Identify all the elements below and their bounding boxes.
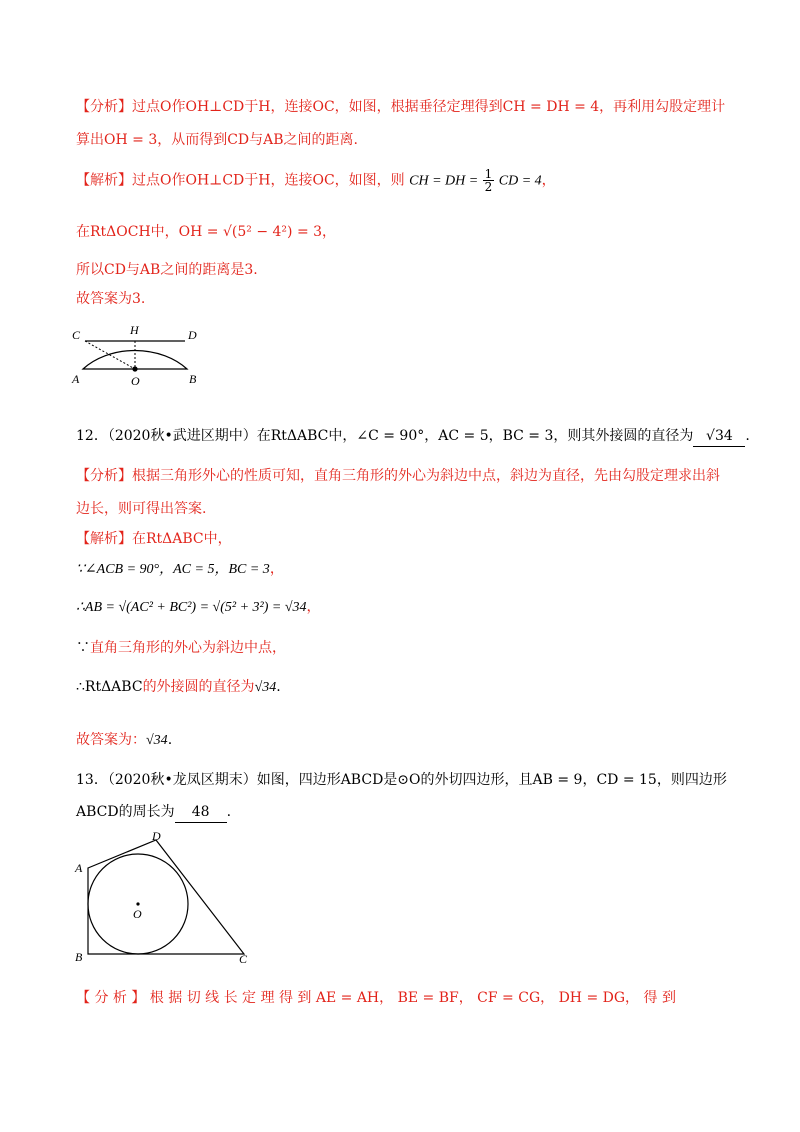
q12-solution-line4 xyxy=(76,638,286,658)
segment-oc xyxy=(85,341,135,369)
label-b: B xyxy=(189,372,197,386)
label-b: B xyxy=(75,950,83,964)
q12-solution-comma2: ， xyxy=(269,561,284,577)
q11-solution-text2: 在RtΔOCH中，OH = √(5² − 4²) = 3， xyxy=(76,224,337,240)
label-d: D xyxy=(152,829,161,843)
quadrilateral-abcd xyxy=(88,840,244,954)
q13-stem-line2 xyxy=(76,802,231,823)
q11-analysis-line2 xyxy=(76,130,358,150)
q13-quadrilateral-figure xyxy=(70,826,260,966)
label-a: A xyxy=(75,861,83,875)
q12-solution-val5: √34 xyxy=(254,680,277,695)
label-a: A xyxy=(72,372,80,386)
q12-solution-line3 xyxy=(76,597,321,618)
q11-analysis-text1: 过点O作OH⊥CD于H，连接OC，如图，根据垂径定理得到CH = DH = 4，再利用勾股定理计 xyxy=(132,99,726,115)
q12-analysis-line2 xyxy=(76,499,206,519)
q12-solution-text5: 的外接圆的直径为 xyxy=(142,679,255,695)
q12-stem-end: . xyxy=(745,428,750,444)
analysis-tag: 【分析】 xyxy=(76,99,132,115)
q11-answer-text: 故答案为3. xyxy=(76,291,146,307)
q13-stem-text1: 13．（2020秋•龙凤区期末）如图，四边形ABCD是⊙O的外切四边形，且AB = 9，CD = 15，则四边形 xyxy=(76,772,727,788)
frac-num: 1 xyxy=(484,167,493,181)
solution-tag: 【解析】 xyxy=(76,172,132,189)
q12-solution-line5 xyxy=(76,677,281,698)
q11-answer xyxy=(76,289,145,309)
q12-solution-eq5: ∴RtΔABC xyxy=(76,679,143,695)
q13-stem-text2: ABCD的周长为 xyxy=(76,804,175,820)
q12-solution-line1 xyxy=(76,529,232,549)
q11-solution-text3: 所以CD与AB之间的距离是3. xyxy=(76,262,258,278)
because-symbol: ∵ xyxy=(76,640,90,656)
q12-answer xyxy=(76,730,172,751)
center-o xyxy=(132,366,137,371)
q12-solution-text1: 在RtΔABC中， xyxy=(132,531,232,547)
q13-answer-blank: 48 xyxy=(175,802,227,823)
q11-solution-eq-lhs: CH = DH = xyxy=(409,173,479,189)
q12-analysis-text1: 根据三角形外心的性质可知，直角三角形的外心为斜边中点，斜边为直径，先由勾股定理求出斜 xyxy=(132,468,720,484)
analysis-tag: 【分析】 xyxy=(76,468,132,484)
q12-answer-end: . xyxy=(167,732,173,748)
q12-analysis-text2: 边长，则可得出答案. xyxy=(76,501,207,517)
q11-solution-line2 xyxy=(76,222,336,242)
q11-analysis-line1 xyxy=(76,97,725,117)
label-o: O xyxy=(131,374,140,387)
q12-analysis-line1 xyxy=(76,466,720,486)
q13-stem-end: . xyxy=(226,804,232,820)
solution-tag: 【解析】 xyxy=(76,531,132,547)
label-h: H xyxy=(130,323,139,337)
q11-solution-eq-rhs: CD = 4 xyxy=(498,173,542,189)
frac-den: 2 xyxy=(484,180,493,194)
q12-solution-text4: 直角三角形的外心为斜边中点， xyxy=(90,640,286,656)
q12-answer-blank: √34 xyxy=(693,426,745,447)
label-c: C xyxy=(72,328,81,342)
q12-answer-val: √34 xyxy=(146,733,168,748)
label-d: D xyxy=(188,328,197,342)
q12-stem xyxy=(76,426,750,447)
label-c: C xyxy=(239,952,248,966)
q11-solution-line1 xyxy=(76,168,556,193)
q12-solution-eq2: ∵∠ACB = 90°，AC = 5，BC = 3 xyxy=(76,562,270,577)
q13-analysis-text: 【 分 析 】 根 据 切 线 长 定 理 得 到 AE = AH， BE = BF， CF = CG， DH = DG， 得 到 xyxy=(76,990,676,1006)
q11-solution-line3 xyxy=(76,260,258,280)
q11-analysis-text2: 算出OH = 3，从而得到CD与AB之间的距离. xyxy=(76,132,359,148)
q12-solution-end5: . xyxy=(276,679,281,695)
fraction-half xyxy=(483,168,495,193)
q12-solution-comma3: ， xyxy=(306,599,321,615)
q12-answer-text: 故答案为： xyxy=(76,732,146,748)
center-o xyxy=(136,902,139,905)
q11-solution-comma: ， xyxy=(541,172,556,189)
label-o: O xyxy=(133,907,142,921)
q12-stem-text: 12．（2020秋•武进区期中）在RtΔABC中，∠C = 90°，AC = 5，BC = 3，则其外接圆的直径为 xyxy=(76,428,694,444)
q12-solution-eq3: ∴AB = √(AC² + BC²) = √(5² + 3²) = √34 xyxy=(76,600,307,615)
q13-stem-line1 xyxy=(76,770,727,790)
q13-analysis xyxy=(76,988,676,1008)
q12-solution-line2 xyxy=(76,559,284,580)
q11-solution-text1a: 过点O作OH⊥CD于H，连接OC，如图，则 xyxy=(132,172,405,189)
q11-semicircle-figure xyxy=(68,315,208,387)
